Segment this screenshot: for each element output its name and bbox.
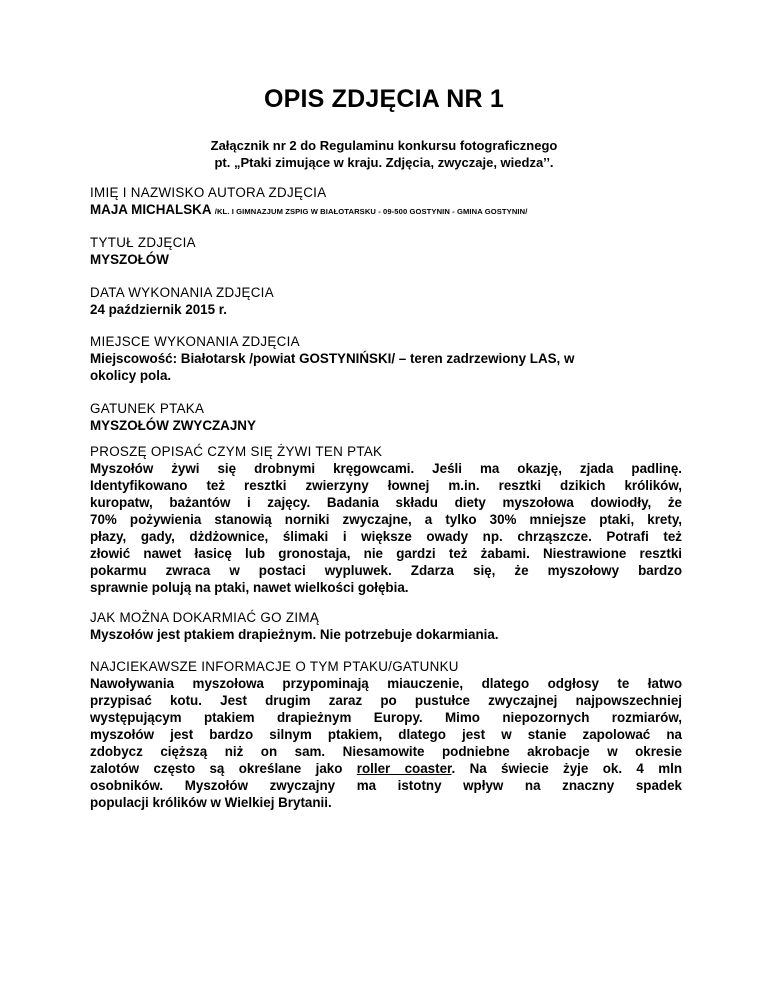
- species-section: [90, 400, 682, 434]
- diet-line: pokarmu zwraca w postaci wypluwek. Zdarza się, że myszołowy bardzo: [90, 563, 682, 578]
- feeding-heading: JAK MOŻNA DOKARMIAĆ GO ZIMĄ: [90, 610, 320, 625]
- diet-line: płazy, gady, dżdżownice, ślimaki i większe owady np. chrząszcze. Potrafi też: [90, 529, 682, 544]
- facts-line-6-start: zalotów często są określane jako: [90, 761, 357, 776]
- subtitle-line-2: pt. „Ptaki zimujące w kraju. Zdjęcia, zwyczaje, wiedza’’.: [214, 155, 554, 170]
- author-section: [90, 184, 682, 220]
- facts-section: [90, 658, 682, 811]
- facts-line: myszołów jest bardzo silnym ptakiem, dlatego jest w stanie zapolować na: [90, 727, 682, 742]
- facts-heading: NAJCIEKAWSZE INFORMACJE O TYM PTAKU/GATUNKU: [90, 659, 459, 674]
- facts-line: przypisać kotu. Jest drugim zaraz po pustułce zwyczajnej najpowszechniej: [90, 693, 682, 708]
- feeding-section: [90, 609, 682, 643]
- place-section: [90, 333, 682, 384]
- facts-line: populacji królików w Wielkiej Brytanii.: [90, 795, 332, 810]
- page-title: OPIS ZDJĘCIA NR 1: [263, 85, 505, 113]
- date-section: [90, 284, 682, 318]
- author-heading: IMIĘ I NAZWISKO AUTORA ZDJĘCIA: [90, 185, 327, 200]
- date-heading: DATA WYKONANIA ZDJĘCIA: [90, 285, 274, 300]
- facts-line-6-end: . Na świecie żyje ok. 4 mln: [451, 761, 682, 776]
- author-details: /KL. I GIMNAZJUM ZSPIG W BIAŁOTARSKU - 09-500 GOSTYNIN - GMINA GOSTYNIN/: [214, 207, 528, 216]
- photo-title-value: MYSZOŁÓW: [90, 252, 169, 267]
- diet-line: kuropatw, bażantów i zajęcy. Badania składu diety myszołowa dowiodły, że: [90, 495, 682, 510]
- facts-line: [90, 760, 682, 777]
- diet-text: [90, 460, 682, 596]
- place-line-2: okolicy pola.: [90, 368, 172, 383]
- facts-text: [90, 675, 682, 811]
- diet-heading: PROSZĘ OPISAĆ CZYM SIĘ ŻYWI TEN PTAK: [90, 444, 383, 459]
- diet-line: 70% pożywienia stanowią norniki zwyczajne, a tylko 30% mniejsze ptaki, krety,: [90, 512, 682, 527]
- author-name: MAJA MICHALSKA: [90, 202, 212, 217]
- diet-line: Identyfikowano też resztki zwierzyny łownej m.in. resztki dzikich królików,: [90, 478, 682, 493]
- species-heading: GATUNEK PTAKA: [90, 401, 205, 416]
- facts-line: zdobycz cięższą niż on sam. Niesamowite podniebne akrobacje w okresie: [90, 744, 682, 759]
- subtitle-line-1: Załącznik nr 2 do Regulaminu konkursu fotograficznego: [210, 138, 558, 153]
- facts-line: występującym ptakiem drapieżnym Europy. Mimo niepozornych rozmiarów,: [90, 710, 682, 725]
- diet-line: sprawnie polują na ptaki, nawet wielkości gołębia.: [90, 580, 409, 595]
- place-line-1: Miejscowość: Białotarsk /powiat GOSTYNIŃSKI/ – teren zadrzewiony LAS, w: [90, 351, 575, 366]
- diet-line: Myszołów żywi się drobnymi kręgowcami. Jeśli ma okazję, zjada padlinę.: [90, 461, 682, 476]
- diet-section: [90, 443, 682, 596]
- photo-title-heading: TYTUŁ ZDJĘCIA: [90, 235, 196, 250]
- place-heading: MIEJSCE WYKONANIA ZDJĘCIA: [90, 334, 300, 349]
- diet-line: złowić nawet łasicę lub gronostaja, nie gardzi też żabami. Niestrawione resztki: [90, 546, 682, 561]
- facts-line: osobników. Myszołów zwyczajny ma istotny wpływ na znaczny spadek: [90, 778, 682, 793]
- species-value: MYSZOŁÓW ZWYCZAJNY: [90, 418, 256, 433]
- facts-line: Nawoływania myszołowa przypominają miauczenie, dlatego odgłosy te łatwo: [90, 676, 682, 691]
- roller-coaster-link[interactable]: roller coaster: [356, 761, 452, 776]
- photo-title-section: [90, 234, 682, 268]
- feeding-value: Myszołów jest ptakiem drapieżnym. Nie potrzebuje dokarmiania.: [90, 627, 499, 642]
- date-value: 24 październik 2015 r.: [90, 302, 227, 317]
- author-value: [90, 201, 682, 220]
